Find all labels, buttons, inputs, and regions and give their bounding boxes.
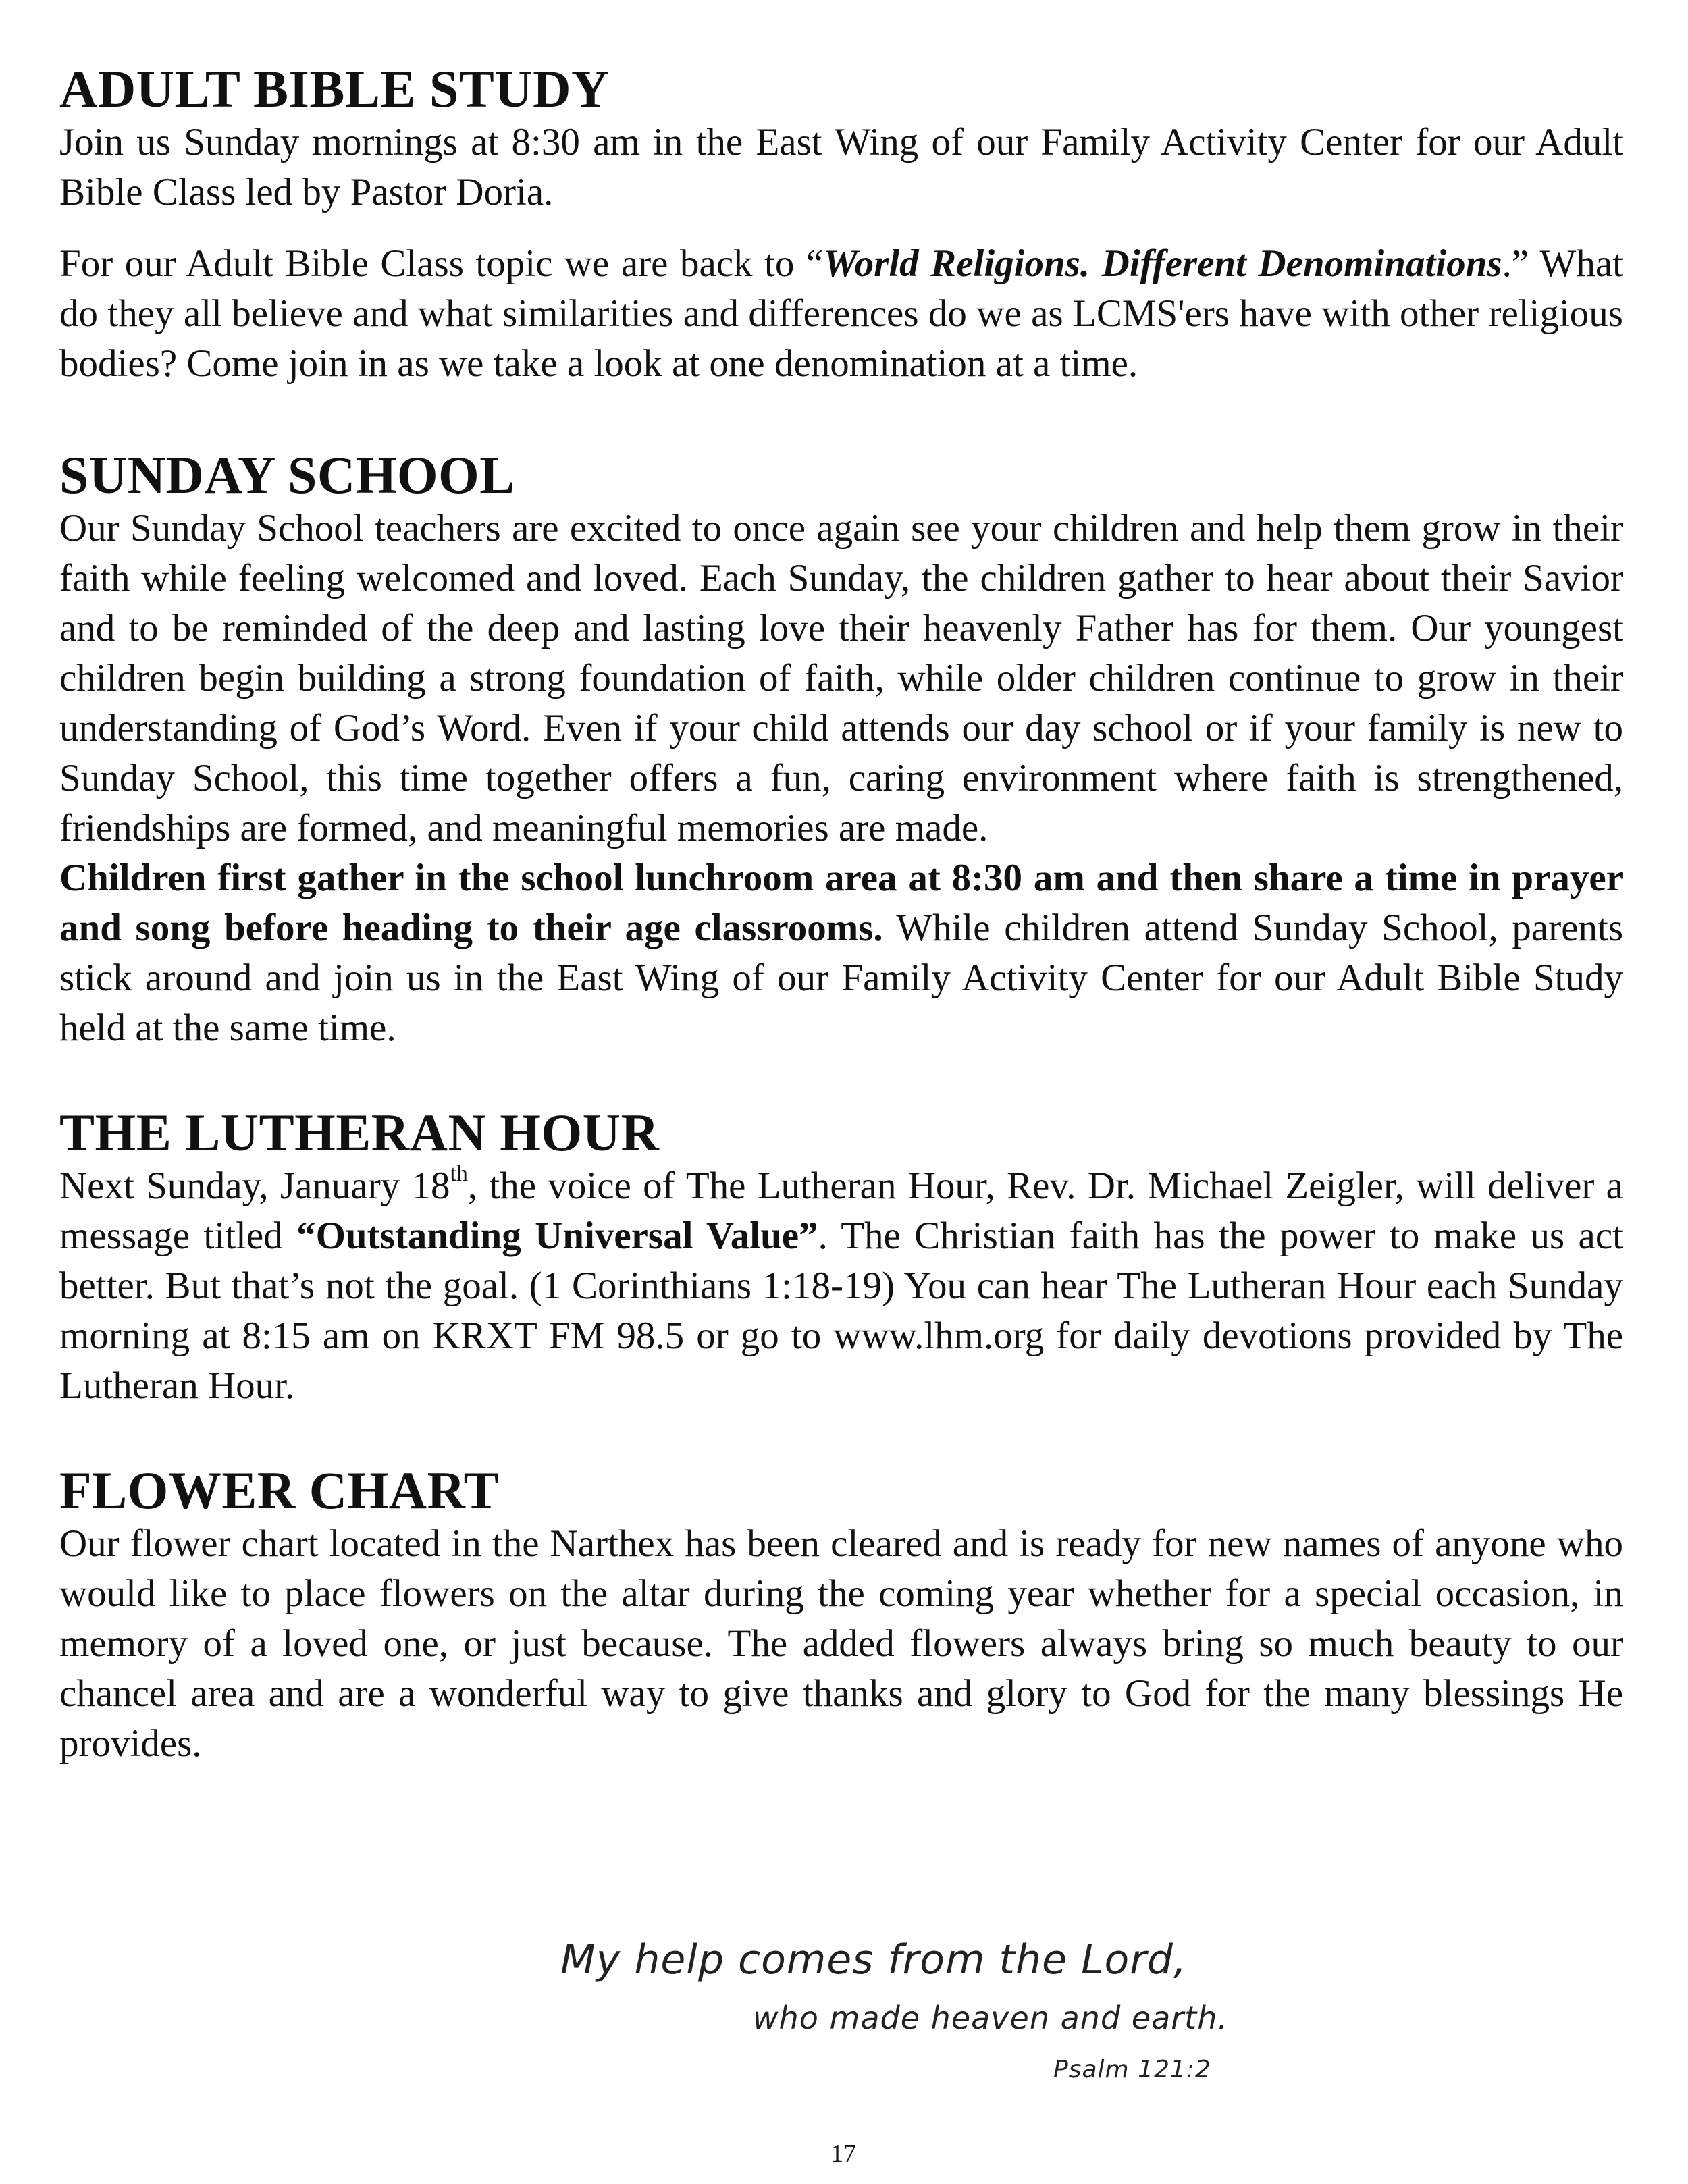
- verse-citation: Psalm 121:2: [1053, 2056, 1211, 2083]
- topic-rest: .” What do they all believe and what similarities and differences do we as LCMS'ers have with other religious bodies? Come join in as we take a look at one denomination at a time.: [59, 242, 1623, 385]
- flower-chart-heading: FLOWER CHART: [59, 1461, 500, 1520]
- adult-bible-study-para2: [59, 239, 1623, 389]
- verse-line-2: who made heaven and earth.: [753, 2000, 1228, 2036]
- topic-title: World Religions. Different Denominations: [823, 242, 1502, 285]
- lutheran-hour-end: . The Christian faith has the power to make us act better. But that’s not the goal. (1 Corinthians 1:18-19) You can hear The Lutheran Hour each Sunday morning at 8:15 am on KRXT FM 98.5 or go to www.lhm.org for daily devotions provided by The Lutheran Hour.: [59, 1215, 1623, 1407]
- date-suffix: th: [450, 1161, 468, 1186]
- lutheran-hour-date: Next Sunday, January 18: [59, 1165, 450, 1207]
- sunday-school-section: [59, 447, 1623, 1053]
- adult-bible-study-heading: ADULT BIBLE STUDY: [59, 59, 610, 118]
- newsletter-page: [59, 61, 1623, 1769]
- sunday-school-para2-rest: While children attend Sunday School, parents stick around and join us in the East Wing of our Family Activity Center for our Adult Bible Study held at the same time.: [59, 907, 1624, 1049]
- lutheran-hour-mid: , the voice of The Lutheran Hour, Rev. Dr. Michael Zeigler, will deliver a message titled: [59, 1165, 1623, 1257]
- sunday-school-para2: [59, 853, 1623, 1053]
- sunday-school-para1: Our Sunday School teachers are excited to once again see your children and help them grow in their faith while feeling welcomed and loved. Each Sunday, the children gather to hear about their Savior and to be reminded of the deep and lasting love their heavenly Father has for them. Our youngest children begin building a strong foundation of faith, while older children continue to grow in their understanding of God’s Word. Even if your child attends our day school or if your family is new to Sunday School, this time together offers a fun, caring environment where faith is strengthened, friendships are formed, and meaningful memories are made.: [59, 507, 1623, 849]
- adult-bible-study-para1: Join us Sunday mornings at 8:30 am in the East Wing of our Family Activity Center for our Adult Bible Class led by Pastor Doria.: [59, 121, 1623, 213]
- lutheran-hour-heading: THE LUTHERAN HOUR: [59, 1103, 660, 1162]
- lutheran-hour-section: [59, 1104, 1623, 1411]
- verse-line-1: My help comes from the Lord,: [560, 1936, 1188, 1983]
- sunday-school-heading: SUNDAY SCHOOL: [59, 446, 515, 504]
- message-title: “Outstanding Universal Value”: [296, 1215, 818, 1257]
- page-number: 17: [830, 2139, 856, 2168]
- flower-chart-section: [59, 1462, 1623, 1769]
- adult-bible-study-section: [59, 61, 1623, 389]
- topic-intro: For our Adult Bible Class topic we are back to “: [59, 242, 824, 285]
- lutheran-hour-para: [59, 1161, 1623, 1411]
- sunday-school-bold-notice: Children first gather in the school lunchroom area at 8:30 am and then share a time in prayer and song before heading to their age classrooms.: [59, 857, 1623, 949]
- flower-chart-para: Our flower chart located in the Narthex has been cleared and is ready for new names of anyone who would like to place flowers on the altar during the coming year whether for a special occasion, in memory of a loved one, or just because. The added flowers always bring so much beauty to our chancel area and are a wonderful way to give thanks and glory to God for the many blessings He provides.: [59, 1522, 1623, 1765]
